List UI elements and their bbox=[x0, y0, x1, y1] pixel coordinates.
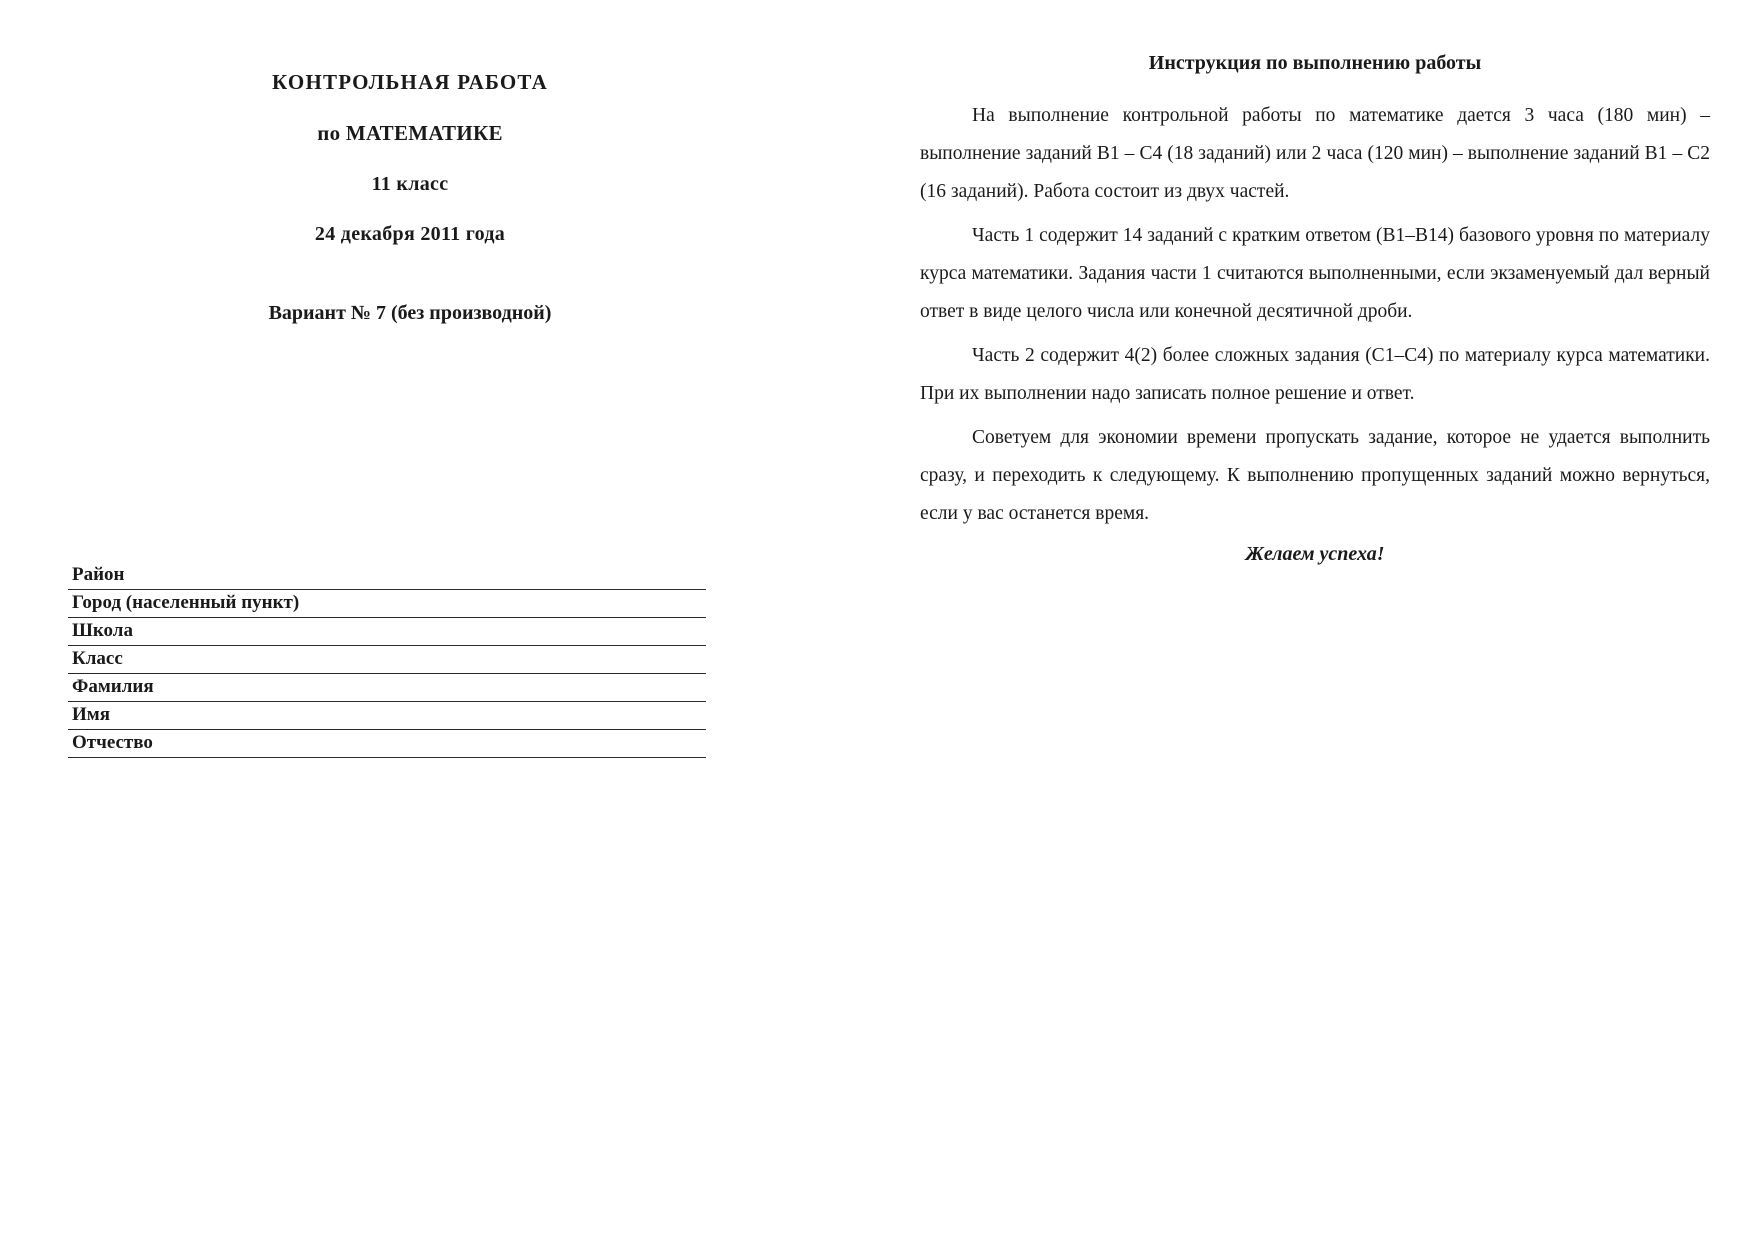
city-label: Город (населенный пункт) bbox=[72, 592, 300, 613]
instructions-column bbox=[920, 52, 1710, 566]
form-row-class[interactable] bbox=[68, 646, 706, 674]
firstname-input[interactable] bbox=[68, 702, 710, 731]
patronymic-label: Отчество bbox=[72, 732, 153, 753]
surname-input[interactable] bbox=[68, 674, 710, 703]
school-input[interactable] bbox=[68, 618, 710, 647]
city-input[interactable] bbox=[68, 590, 710, 619]
form-row-district[interactable] bbox=[68, 562, 706, 590]
closing-wish: Желаем успеха! bbox=[1245, 543, 1385, 566]
surname-label: Фамилия bbox=[72, 676, 154, 697]
class-input[interactable] bbox=[68, 646, 710, 675]
page-title: КОНТРОЛЬНАЯ РАБОТА bbox=[272, 70, 548, 94]
instructions-paragraph-2: Часть 1 содержит 14 заданий с кратким ответом (В1–В14) базового уровня по материалу курса математики. Задания части 1 считаются выполненными, если экзаменуемый дал верный ответ в виде целого числа или конечной десятичной дроби. bbox=[920, 225, 1710, 323]
subject-line: по МАТЕМАТИКЕ bbox=[317, 121, 503, 146]
patronymic-input[interactable] bbox=[68, 730, 710, 759]
grade-line: 11 класс bbox=[371, 173, 449, 196]
firstname-label: Имя bbox=[72, 704, 110, 725]
form-row-surname[interactable] bbox=[68, 674, 706, 702]
title-block bbox=[60, 70, 760, 246]
variant-line: Вариант № 7 (без производной) bbox=[268, 302, 552, 325]
title-column bbox=[60, 70, 760, 325]
district-input[interactable] bbox=[68, 562, 710, 591]
school-label: Школа bbox=[72, 620, 133, 641]
instructions-heading: Инструкция по выполнению работы bbox=[1148, 52, 1482, 74]
instructions-paragraph-1: На выполнение контрольной работы по математике дается 3 часа (180 мин) – выполнение заданий В1 – С4 (18 заданий) или 2 часа (120 мин) – выполнение заданий В1 – С2 (16 заданий). Работа состоит из двух частей. bbox=[920, 105, 1710, 203]
class-label: Класс bbox=[72, 648, 123, 669]
district-label: Район bbox=[72, 564, 125, 585]
instructions-paragraph-3: Часть 2 содержит 4(2) более сложных задания (С1–С4) по материалу курса математики. При их выполнении надо записать полное решение и ответ. bbox=[920, 345, 1710, 405]
form-row-school[interactable] bbox=[68, 618, 706, 646]
form-row-firstname[interactable] bbox=[68, 702, 706, 730]
student-info-form bbox=[68, 562, 706, 758]
form-row-city[interactable] bbox=[68, 590, 706, 618]
form-row-patronymic[interactable] bbox=[68, 730, 706, 758]
instructions-paragraph-4: Советуем для экономии времени пропускать задание, которое не удается выполнить сразу, и переходить к следующему. К выполнению пропущенных заданий можно вернуться, если у вас останется время. bbox=[920, 427, 1710, 525]
date-line: 24 декабря 2011 года bbox=[314, 223, 506, 246]
